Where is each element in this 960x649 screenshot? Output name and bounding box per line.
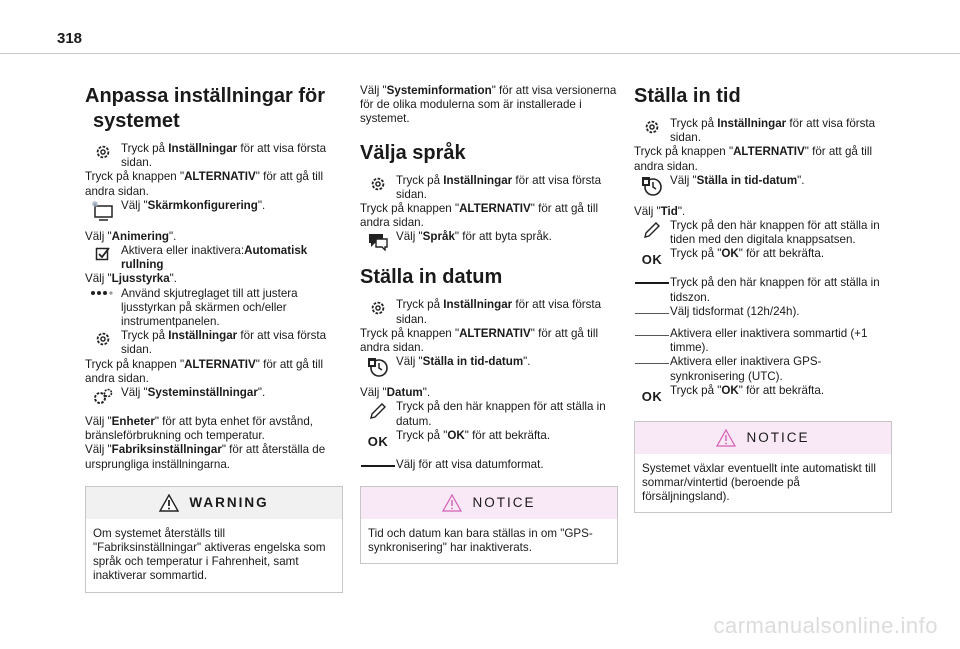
format-line-icon — [635, 313, 669, 314]
ok-button-icon: OK — [641, 388, 663, 404]
step-settings-2: Tryck på Inställningar för att visa första sidan. — [85, 329, 343, 357]
date-step-format: Välj för att visa datumformat. — [360, 458, 618, 472]
time-step-format: Välj tidsformat (12h/24h). — [634, 305, 892, 319]
page-number: 318 — [57, 30, 83, 47]
time-step-settings: Tryck på Inställningar för att visa första sidan. — [634, 117, 892, 145]
clock-calendar-icon — [640, 175, 664, 197]
watermark: carmanualsonline.info — [713, 613, 938, 638]
notice-icon — [716, 429, 736, 447]
header-rule — [0, 53, 960, 54]
gear-icon — [94, 330, 112, 348]
time-step-ok-1: OK Tryck på "OK" för att bekräfta. — [641, 247, 825, 268]
column-3 — [634, 84, 892, 513]
format-line-icon — [361, 465, 395, 467]
lang-step-options: Tryck på knappen "ALTERNATIV" för att gå till andra sidan. — [360, 202, 599, 230]
lang-step-select: Välj "Språk" för att byta språk. — [360, 230, 618, 251]
notice-text: Systemet växlar eventuellt inte automatiskt till sommar/vintertid (beroende på försäljningsland). — [642, 461, 876, 504]
time-step-time-date: Välj "Ställa in tid-datum". — [634, 174, 892, 197]
warning-box — [85, 486, 343, 593]
section-title-language: Välja språk — [360, 141, 466, 164]
date-step-options: Tryck på knappen "ALTERNATIV" för att gå till andra sidan. — [360, 326, 599, 355]
time-step-edit: Tryck på den här knappen för att ställa in tiden med den digitala knappsatsen. — [634, 219, 892, 247]
step-screen-config: Välj "Skärmkonfigurering". — [85, 199, 343, 222]
slider-dots-icon — [90, 288, 116, 298]
clock-calendar-icon — [366, 356, 390, 378]
system-settings-icon — [92, 387, 114, 407]
screen-config-icon — [90, 200, 116, 222]
step-auto-scroll: Aktivera eller inaktivera:Automatisk rullning — [85, 244, 343, 272]
notice-title: NOTICE — [746, 429, 810, 445]
gear-icon — [94, 143, 112, 161]
date-step-edit: Tryck på den här knappen för att ställa in datum. — [360, 400, 618, 428]
time-step-gps: Aktivera eller inaktivera GPS-synkronisering (UTC). — [634, 355, 892, 383]
notice-box-time — [634, 421, 892, 514]
step-brightness: Välj "Ljusstyrka". — [85, 272, 178, 286]
notice-text: Tid och datum kan bara ställas in om "GPS-synkronisering" har inaktiverats. — [368, 527, 593, 555]
step-options-1: Tryck på knappen "ALTERNATIV" för att gå till andra sidan. — [85, 170, 324, 198]
warning-text: Om systemet återställs till "Fabriksinställningar" aktiveras engelska som språk och temperatur i Fahrenheit, samt inaktiverar sommartid. — [93, 526, 326, 583]
gps-line-icon — [635, 363, 669, 364]
step-factory-reset: Välj "Fabriksinställningar" för att återställa de ursprungliga inställningarna. — [85, 443, 326, 471]
time-step-ok-2: OK Tryck på "OK" för att bekräfta. — [641, 383, 825, 404]
pencil-icon — [368, 401, 388, 421]
step-animation: Välj "Animering". — [85, 229, 177, 243]
step-options-2: Tryck på knappen "ALTERNATIV" för att gå till andra sidan. — [85, 357, 324, 385]
time-step-options: Tryck på knappen "ALTERNATIV" för att gå till andra sidan. — [634, 145, 873, 173]
column-1 — [85, 84, 343, 593]
timezone-line-icon — [635, 282, 669, 284]
notice-box-date — [360, 486, 618, 564]
date-step-date: Välj "Datum". — [360, 386, 431, 400]
ok-button-icon: OK — [367, 433, 389, 449]
language-icon — [366, 231, 390, 251]
ok-button-icon: OK — [641, 252, 663, 268]
column-2 — [360, 84, 618, 564]
warning-icon — [159, 494, 179, 512]
section-title-time: Ställa in tid — [634, 85, 741, 107]
date-step-settings: Tryck på Inställningar för att visa första sidan. — [360, 298, 618, 326]
date-step-ok: OK Tryck på "OK" för att bekräfta. — [367, 428, 551, 449]
system-info-text: Välj "Systeminformation" för att visa versionerna för de olika modulerna som är installerade i systemet. — [360, 84, 617, 126]
step-settings-1: Tryck på Inställningar för att visa första sidan. — [85, 142, 343, 170]
step-units: Välj "Enheter" för att byta enhet för avstånd, bränsleförbrukning och temperatur. — [85, 415, 313, 443]
step-slider: Använd skjutreglaget till att justera ljusstyrkan på skärmen och/eller instrumentpanelen. — [85, 287, 343, 330]
pencil-icon — [642, 220, 662, 240]
notice-title: NOTICE — [472, 494, 536, 510]
time-step-timezone: Tryck på den här knappen för att ställa in tidszon. — [634, 276, 892, 304]
section-title-customize: Anpassa inställningar för systemet — [85, 85, 326, 132]
date-step-time-date: Välj "Ställa in tid-datum". — [360, 355, 618, 378]
gear-icon — [369, 175, 387, 193]
notice-icon — [442, 494, 462, 512]
section-title-date: Ställa in datum — [360, 266, 503, 289]
lang-step-settings: Tryck på Inställningar för att visa första sidan. — [360, 174, 618, 202]
checkbox-icon — [95, 245, 111, 261]
dst-line-icon — [635, 335, 669, 336]
gear-icon — [369, 299, 387, 317]
step-system-settings: Välj "Systeminställningar". — [85, 386, 343, 407]
time-step-dst: Aktivera eller inaktivera sommartid (+1 timme). — [634, 327, 892, 355]
gear-icon — [643, 118, 661, 136]
warning-title: WARNING — [189, 494, 269, 510]
time-step-time: Välj "Tid". — [634, 204, 686, 218]
